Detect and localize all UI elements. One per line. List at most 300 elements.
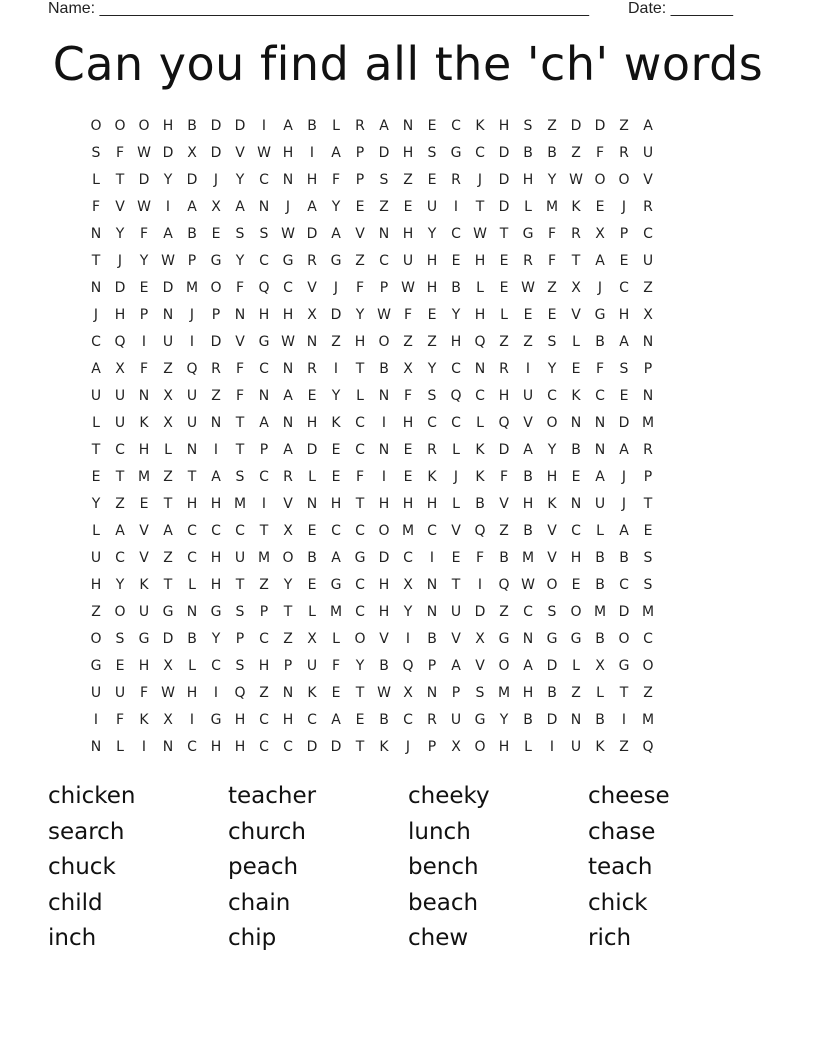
grid-letter: C [475, 145, 485, 161]
grid-letter: A [331, 226, 341, 242]
grid-letter: W [521, 577, 535, 593]
grid-letter: F [235, 361, 245, 377]
grid-row [84, 248, 732, 275]
grid-letter: R [619, 145, 629, 161]
grid-letter: T [499, 226, 509, 242]
grid-letter: I [429, 550, 435, 566]
grid-letter: Q [258, 280, 270, 296]
grid-letter: B [427, 631, 437, 647]
grid-letter: P [355, 145, 365, 161]
grid-letter: J [477, 172, 483, 188]
grid-letter: D [474, 604, 486, 620]
grid-letter: Y [163, 172, 173, 188]
grid-letter: G [474, 712, 486, 728]
grid-letter: G [210, 712, 222, 728]
grid-letter: Q [642, 739, 654, 755]
grid-letter: H [498, 739, 510, 755]
grid-letter: G [570, 631, 582, 647]
grid-letter: A [283, 388, 293, 404]
grid-letter: N [402, 118, 414, 134]
grid-letter: K [475, 469, 485, 485]
grid-letter: E [451, 253, 461, 269]
word-list-item: cheeky [408, 783, 490, 809]
grid-letter: V [451, 523, 461, 539]
grid-letter: S [643, 550, 653, 566]
grid-letter: I [141, 334, 147, 350]
grid-letter: O [474, 739, 486, 755]
grid-letter: F [595, 145, 605, 161]
grid-letter: X [403, 361, 413, 377]
grid-letter: T [163, 577, 173, 593]
grid-letter: A [331, 712, 341, 728]
grid-letter: I [93, 712, 99, 728]
grid-letter: H [618, 307, 630, 323]
grid-letter: A [379, 118, 389, 134]
grid-letter: P [643, 469, 653, 485]
grid-letter: X [163, 712, 173, 728]
grid-letter: C [355, 577, 365, 593]
grid-letter: E [619, 253, 629, 269]
grid-letter: K [139, 712, 149, 728]
grid-letter: C [211, 523, 221, 539]
grid-letter: X [307, 307, 317, 323]
grid-letter: U [162, 334, 174, 350]
grid-letter: H [498, 388, 510, 404]
grid-letter: E [307, 388, 317, 404]
grid-letter: E [427, 118, 437, 134]
grid-letter: I [381, 415, 387, 431]
grid-letter: Z [619, 118, 629, 134]
grid-letter: T [451, 577, 461, 593]
grid-letter: P [259, 604, 269, 620]
grid-letter: H [522, 685, 534, 701]
grid-letter: C [355, 523, 365, 539]
grid-letter: C [379, 253, 389, 269]
grid-letter: U [306, 658, 318, 674]
grid-letter: T [571, 253, 581, 269]
grid-letter: E [427, 307, 437, 323]
grid-row [84, 599, 732, 626]
grid-letter: Y [115, 577, 125, 593]
grid-letter: E [331, 442, 341, 458]
grid-letter: G [354, 550, 366, 566]
grid-letter: V [451, 631, 461, 647]
grid-letter: G [162, 604, 174, 620]
grid-letter: B [307, 550, 317, 566]
grid-letter: C [307, 712, 317, 728]
grid-row [84, 680, 732, 707]
grid-letter: T [355, 739, 365, 755]
grid-letter: X [187, 145, 197, 161]
grid-letter: V [307, 280, 317, 296]
grid-letter: R [451, 172, 461, 188]
grid-letter: R [571, 226, 581, 242]
grid-letter: H [402, 496, 414, 512]
grid-letter: B [547, 685, 557, 701]
grid-row [84, 491, 732, 518]
word-list-item: rich [588, 925, 632, 952]
grid-letter: C [475, 388, 485, 404]
grid-letter: P [235, 631, 245, 647]
grid-letter: H [522, 172, 534, 188]
grid-letter: C [283, 739, 293, 755]
grid-letter: T [187, 469, 197, 485]
word-list-item: chew [408, 925, 469, 952]
grid-letter: S [547, 604, 557, 620]
grid-letter: C [595, 388, 605, 404]
grid-row [84, 518, 732, 545]
grid-letter: P [211, 307, 221, 323]
grid-letter: X [595, 226, 605, 242]
grid-letter: Y [499, 712, 509, 728]
grid-letter: Z [643, 280, 653, 296]
grid-letter: D [306, 739, 318, 755]
grid-letter: C [259, 739, 269, 755]
grid-letter: F [355, 469, 365, 485]
grid-letter: A [619, 442, 629, 458]
grid-letter: D [618, 604, 630, 620]
grid-letter: I [261, 118, 267, 134]
grid-letter: L [356, 388, 364, 404]
grid-letter: I [453, 199, 459, 215]
grid-letter: B [595, 631, 605, 647]
grid-letter: Z [91, 604, 101, 620]
grid-letter: P [187, 253, 197, 269]
word-list-item: church [228, 818, 306, 845]
grid-letter: I [261, 496, 267, 512]
grid-letter: C [403, 712, 413, 728]
grid-letter: L [308, 604, 316, 620]
grid-letter: W [401, 280, 415, 296]
grid-letter: I [213, 685, 219, 701]
grid-letter: V [139, 523, 149, 539]
grid-letter: A [163, 523, 173, 539]
grid-letter: B [571, 442, 581, 458]
grid-letter: H [258, 307, 270, 323]
grid-letter: L [188, 577, 196, 593]
grid-letter: H [330, 496, 342, 512]
grid-letter: Y [547, 361, 557, 377]
grid-letter: N [258, 388, 270, 404]
grid-letter: R [499, 361, 509, 377]
grid-letter: Q [498, 415, 510, 431]
grid-letter: R [427, 712, 437, 728]
grid-letter: O [210, 280, 222, 296]
grid-letter: P [427, 739, 437, 755]
grid-letter: V [499, 496, 509, 512]
grid-letter: H [402, 145, 414, 161]
grid-row [84, 707, 732, 734]
grid-letter: Z [571, 145, 581, 161]
grid-letter: P [619, 226, 629, 242]
grid-letter: A [331, 550, 341, 566]
grid-letter: H [162, 118, 174, 134]
grid-letter: A [115, 523, 125, 539]
grid-letter: S [427, 145, 437, 161]
grid-letter: V [235, 145, 245, 161]
grid-letter: H [426, 253, 438, 269]
grid-row [84, 410, 732, 437]
grid-letter: D [114, 280, 126, 296]
grid-letter: U [114, 388, 126, 404]
grid-letter: A [307, 199, 317, 215]
grid-letter: S [427, 388, 437, 404]
grid-letter: V [571, 307, 581, 323]
grid-letter: B [523, 712, 533, 728]
grid-letter: V [643, 172, 653, 188]
grid-letter: U [186, 415, 198, 431]
grid-letter: P [283, 658, 293, 674]
grid-letter: G [330, 577, 342, 593]
grid-letter: L [164, 442, 172, 458]
grid-letter: F [403, 388, 413, 404]
grid-letter: O [90, 631, 102, 647]
grid-letter: Q [114, 334, 126, 350]
grid-letter: Q [186, 361, 198, 377]
grid-letter: K [331, 415, 341, 431]
grid-row [84, 302, 732, 329]
grid-letter: B [379, 712, 389, 728]
worksheet-header [48, 0, 748, 20]
grid-letter: W [257, 145, 271, 161]
grid-letter: M [497, 685, 511, 701]
grid-letter: Z [427, 334, 437, 350]
grid-letter: W [569, 172, 583, 188]
letter-grid [84, 113, 732, 761]
grid-letter: J [453, 469, 459, 485]
grid-letter: P [451, 685, 461, 701]
word-list-item: search [48, 818, 125, 845]
grid-letter: U [90, 685, 102, 701]
grid-letter: U [642, 145, 654, 161]
grid-letter: I [621, 712, 627, 728]
grid-letter: T [283, 604, 293, 620]
grid-letter: T [619, 685, 629, 701]
grid-letter: L [452, 496, 460, 512]
grid-letter: O [114, 604, 126, 620]
grid-letter: U [450, 604, 462, 620]
grid-letter: F [331, 172, 341, 188]
word-list-item: chase [588, 818, 656, 845]
grid-letter: H [546, 469, 558, 485]
grid-letter: I [549, 739, 555, 755]
grid-letter: W [377, 307, 391, 323]
grid-letter: Z [619, 739, 629, 755]
grid-letter: H [258, 658, 270, 674]
grid-row [84, 194, 732, 221]
grid-letter: I [333, 361, 339, 377]
grid-letter: Y [427, 226, 437, 242]
grid-letter: F [91, 199, 101, 215]
grid-letter: N [282, 172, 294, 188]
grid-letter: C [427, 415, 437, 431]
grid-letter: Y [235, 172, 245, 188]
grid-letter: Y [283, 577, 293, 593]
grid-letter: P [379, 280, 389, 296]
grid-letter: N [570, 415, 582, 431]
grid-letter: O [498, 658, 510, 674]
grid-letter: S [91, 145, 101, 161]
grid-letter: H [186, 496, 198, 512]
grid-letter: N [90, 280, 102, 296]
grid-letter: C [619, 280, 629, 296]
grid-letter: T [235, 442, 245, 458]
word-list-item: lunch [408, 818, 471, 845]
grid-letter: Y [115, 226, 125, 242]
grid-letter: H [354, 334, 366, 350]
name-line[interactable]: Name: _______________________________________________________ [48, 0, 589, 17]
grid-letter: O [546, 577, 558, 593]
grid-letter: K [139, 415, 149, 431]
grid-letter: X [163, 415, 173, 431]
grid-letter: R [643, 199, 653, 215]
grid-letter: O [282, 550, 294, 566]
grid-letter: L [92, 415, 100, 431]
grid-letter: Q [498, 577, 510, 593]
grid-letter: N [90, 226, 102, 242]
word-list-item: child [48, 889, 103, 916]
grid-letter: B [523, 523, 533, 539]
grid-letter: X [571, 280, 581, 296]
grid-letter: D [498, 199, 510, 215]
grid-letter: O [570, 604, 582, 620]
grid-letter: E [91, 469, 101, 485]
grid-letter: J [597, 280, 603, 296]
grid-letter: E [331, 685, 341, 701]
grid-letter: L [572, 658, 580, 674]
grid-letter: L [572, 334, 580, 350]
grid-letter: A [259, 415, 269, 431]
grid-letter: U [90, 550, 102, 566]
grid-letter: C [523, 604, 533, 620]
grid-letter: D [570, 118, 582, 134]
grid-letter: E [595, 199, 605, 215]
grid-letter: Y [331, 199, 341, 215]
grid-letter: S [619, 361, 629, 377]
grid-letter: E [427, 172, 437, 188]
grid-letter: D [330, 739, 342, 755]
grid-letter: Y [211, 631, 221, 647]
grid-letter: N [90, 739, 102, 755]
grid-letter: N [378, 388, 390, 404]
grid-letter: E [355, 199, 365, 215]
grid-letter: A [643, 118, 653, 134]
grid-letter: H [90, 577, 102, 593]
grid-letter: I [405, 631, 411, 647]
grid-letter: Z [499, 604, 509, 620]
grid-letter: C [451, 415, 461, 431]
grid-letter: O [546, 415, 558, 431]
grid-letter: Q [474, 334, 486, 350]
grid-letter: D [546, 712, 558, 728]
grid-letter: O [642, 658, 654, 674]
grid-letter: X [163, 658, 173, 674]
grid-letter: U [114, 685, 126, 701]
grid-letter: D [594, 118, 606, 134]
grid-letter: L [332, 631, 340, 647]
grid-letter: N [162, 739, 174, 755]
grid-letter: B [475, 496, 485, 512]
grid-letter: G [522, 226, 534, 242]
grid-letter: Y [547, 172, 557, 188]
grid-letter: M [641, 712, 655, 728]
grid-letter: T [235, 577, 245, 593]
grid-letter: H [498, 118, 510, 134]
grid-letter: H [114, 307, 126, 323]
grid-letter: U [114, 415, 126, 431]
grid-letter: C [259, 253, 269, 269]
grid-letter: N [474, 361, 486, 377]
grid-letter: H [138, 658, 150, 674]
grid-letter: G [618, 658, 630, 674]
grid-letter: M [593, 604, 607, 620]
grid-letter: S [547, 334, 557, 350]
grid-letter: F [547, 226, 557, 242]
grid-letter: O [354, 631, 366, 647]
grid-letter: Z [523, 334, 533, 350]
grid-letter: W [137, 145, 151, 161]
grid-letter: F [403, 307, 413, 323]
grid-row [84, 329, 732, 356]
grid-letter: U [450, 712, 462, 728]
grid-letter: H [306, 415, 318, 431]
word-list-item: beach [408, 889, 479, 916]
date-line[interactable]: Date: _______ [628, 0, 733, 17]
grid-letter: D [306, 442, 318, 458]
grid-letter: A [331, 145, 341, 161]
word-list-item: cheese [588, 783, 670, 809]
grid-letter: C [355, 415, 365, 431]
word-list-item: inch [48, 925, 97, 952]
grid-letter: S [643, 577, 653, 593]
grid-letter: E [547, 307, 557, 323]
grid-letter: X [595, 658, 605, 674]
grid-letter: S [235, 226, 245, 242]
grid-letter: B [595, 550, 605, 566]
grid-letter: Z [259, 685, 269, 701]
grid-letter: I [477, 577, 483, 593]
grid-letter: T [115, 469, 125, 485]
grid-letter: H [426, 280, 438, 296]
grid-letter: Q [474, 523, 486, 539]
grid-letter: H [210, 496, 222, 512]
grid-letter: Z [403, 334, 413, 350]
grid-letter: P [139, 307, 149, 323]
grid-letter: C [571, 523, 581, 539]
grid-letter: M [257, 550, 271, 566]
grid-letter: E [139, 280, 149, 296]
grid-row [84, 437, 732, 464]
word-list-item: teach [588, 854, 653, 881]
grid-letter: C [211, 658, 221, 674]
grid-letter: H [138, 442, 150, 458]
grid-letter: X [475, 631, 485, 647]
grid-letter: N [570, 712, 582, 728]
grid-letter: F [115, 712, 125, 728]
grid-letter: W [161, 685, 175, 701]
grid-letter: C [259, 172, 269, 188]
grid-letter: J [333, 280, 339, 296]
grid-letter: B [523, 145, 533, 161]
grid-letter: R [355, 118, 365, 134]
grid-letter: Z [643, 685, 653, 701]
grid-letter: B [379, 658, 389, 674]
grid-letter: C [643, 631, 653, 647]
grid-letter: E [115, 658, 125, 674]
grid-letter: C [619, 577, 629, 593]
grid-letter: H [282, 145, 294, 161]
grid-letter: E [403, 442, 413, 458]
